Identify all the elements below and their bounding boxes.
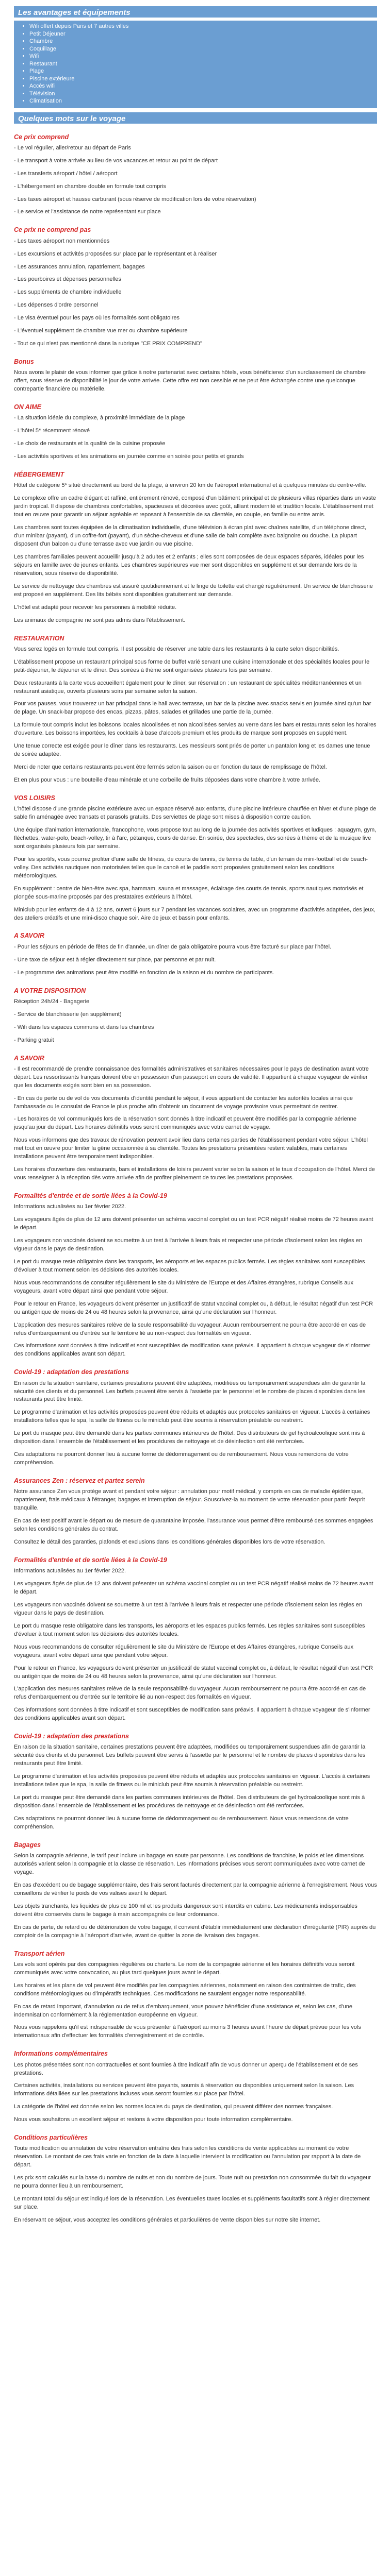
section-paragraph: Certaines activités, installations ou services peuvent être payants, soumis à réservation ou disponibles uniquement selon la saison. Les informations détaillées sur les prestations incluses vous seront fournies sur place par l'hôtel. bbox=[14, 2082, 354, 2097]
section-paragraph: En supplément : centre de bien-être avec spa, hammam, sauna et massages, éclairage des courts de tennis, sports nautiques motorisés et plongée sous-marine proposés par des prestataires extérieurs à l'hôtel. bbox=[14, 885, 364, 900]
section-paragraph: - Le vol régulier, aller/retour au départ de Paris bbox=[14, 144, 131, 151]
advantage-item: • Plage bbox=[29, 67, 373, 75]
section-paragraph: Ces informations sont données à titre indicatif et sont susceptibles de modification sans préavis. Il appartient à chaque voyageur de s'informer des conditions applicables avant son départ. bbox=[14, 1707, 370, 1722]
section-paragraph: - Les assurances annulation, rapatriement, bagages bbox=[14, 263, 145, 270]
section bbox=[14, 931, 377, 977]
advantage-item: • Chambre bbox=[29, 38, 373, 45]
section-paragraph: Le service de nettoyage des chambres est assuré quotidiennement et le linge de toilette est changé régulièrement. Un service de blanchisserie est proposé en supplément. Des lits bébés sont disponibles gratuitement sur demande. bbox=[14, 583, 373, 598]
section bbox=[14, 1950, 377, 2041]
section-paragraph: Toute modification ou annulation de votre réservation entraîne des frais selon les conditions de vente applicables au moment de votre réservation. Le montant de ces frais varie en fonction de la date à laquelle intervient la modification ou l'annulation par rapport à la date de départ. bbox=[14, 2145, 361, 2168]
section-paragraph: - Les transferts aéroport / hôtel / aéroport bbox=[14, 170, 118, 177]
section-paragraph: Le complexe offre un cadre élégant et raffiné, entièrement rénové, composé d'un bâtiment principal et de plusieurs villas réparties dans un vaste jardin tropical. Il dispose de chambres confortables, spacieuses et décorées avec goût, alliant modernité et tradition locale. L'établissement met tout en œuvre pour garantir un séjour agréable et reposant à l'ensemble de sa clientèle, en couple, en famille ou entre amis. bbox=[14, 495, 376, 518]
section bbox=[14, 1841, 377, 1940]
section-paragraph: Nous avons le plaisir de vous informer que grâce à notre partenariat avec certains hôtels, vous bénéficierez d'un surclassement de chambre offert, sous réserve de disponibilité le jour de votre arrivée. Cette offre est non cessible et ne peut être échangée contre une quelconque contrepartie financière ou matérielle. bbox=[14, 369, 366, 393]
section-paragraph: L'hôtel est adapté pour recevoir les personnes à mobilité réduite. bbox=[14, 604, 177, 611]
section-paragraph: - En cas de perte ou de vol de vos documents d'identité pendant le séjour, il vous appartient de contacter les autorités locales ainsi que l'ambassade ou le consulat de France le plus proche afin d'obtenir un document de voyage provisoire vous permettant de rentrer. bbox=[14, 1095, 353, 1110]
section-paragraph: Le montant total du séjour est indiqué lors de la réservation. Les éventuelles taxes locales et suppléments facultatifs sont à régler directement sur place. bbox=[14, 2196, 370, 2211]
section-title: Bagages bbox=[14, 1841, 41, 1849]
section-paragraph: - Une taxe de séjour est à régler directement sur place, par personne et par nuit. bbox=[14, 956, 216, 963]
section-title: Bonus bbox=[14, 358, 34, 366]
advantage-item: • Wifi bbox=[29, 53, 373, 60]
section-paragraph: Le programme d'animation et les activités proposées peuvent être réduits et adaptés aux protocoles sanitaires en vigueur. L'accès à certaines installations telles que le spa, la salle de fitness ou le miniclub peut être soumis à réservation préalable ou restreint. bbox=[14, 1409, 370, 1424]
section-title: Informations complémentaires bbox=[14, 2050, 108, 2058]
section-paragraph: Les objets tranchants, les liquides de plus de 100 ml et les produits dangereux sont interdits en cabine. Les médicaments indispensables doivent être conservés dans le bagage à main accompagnés de leur ordonnance. bbox=[14, 1903, 357, 1918]
section-paragraph: En cas de perte, de retard ou de détérioration de votre bagage, il convient d'établir immédiatement une déclaration d'irrégularité (PIR) auprès du comptoir de la compagnie à l'aéroport d'arrivée, avant de quitter la zone de livraison des bagages. bbox=[14, 1924, 376, 1939]
section-paragraph: Une équipe d'animation internationale, francophone, vous propose tout au long de la journée des activités sportives et ludiques : aquagym, gym, fléchettes, water-polo, beach-volley, tir à l'arc, pétanque, cours de danse. En soirée, des spectacles, des soirées à thème et de la musique live sont organisés plusieurs fois par semaine. bbox=[14, 827, 377, 850]
section-paragraph: Pour le retour en France, les voyageurs doivent présenter un justificatif de statut vaccinal complet ou, à défaut, le résultat négatif d'un test PCR ou antigénique de moins de 24 ou 48 heures selon la provenance, ainsi qu'une déclaration sur l'honneur. bbox=[14, 1665, 373, 1680]
section-title: Formalités d'entrée et de sortie liées à la Covid-19 bbox=[14, 1556, 167, 1564]
section-title: Covid-19 : adaptation des prestations bbox=[14, 1368, 129, 1376]
section-paragraph: Selon la compagnie aérienne, le tarif peut inclure un bagage en soute par personne. Les conditions de franchise, le poids et les dimensions autorisés varient selon la compagnie et la classe de réservation. Les informations précises vous seront communiquées avec votre carnet de voyage. bbox=[14, 1853, 365, 1875]
section bbox=[14, 470, 377, 624]
section-paragraph: Les vols sont opérés par des compagnies régulières ou charters. Le nom de la compagnie aérienne et les horaires définitifs vous seront communiqués avec votre convocation, au plus tard quelques jours avant le départ. bbox=[14, 1961, 355, 1976]
section-paragraph: Les voyageurs non vaccinés doivent se soumettre à un test à l'arrivée à leurs frais et respecter une période d'isolement selon les règles en vigueur dans le pays de destination. bbox=[14, 1601, 362, 1616]
section-paragraph: Nous vous rappelons qu'il est indispensable de vous présenter à l'aéroport au moins 3 heures avant l'heure de départ prévue pour les vols internationaux afin d'effectuer les formalités d'enregistrement et de contrôle. bbox=[14, 2024, 361, 2039]
section-paragraph: La formule tout compris inclut les boissons locales alcoolisées et non alcoolisées servies au verre dans les bars et restaurants selon les horaires d'ouverture. Les boissons importées, les cocktails à base d'alcools premium et les produits de marque sont proposés en supplément. bbox=[14, 722, 377, 737]
section-title: A VOTRE DISPOSITION bbox=[14, 987, 86, 994]
section-paragraph: - Les activités sportives et les animations en journée comme en soirée pour petits et grands bbox=[14, 453, 244, 460]
section-paragraph: En cas de test positif avant le départ ou de mesure de quarantaine imposée, l'assurance vous permet d'être remboursé des sommes engagées selon les conditions générales du contrat. bbox=[14, 1518, 373, 1532]
section bbox=[14, 1054, 377, 1183]
section-title: HÉBERGEMENT bbox=[14, 471, 64, 479]
section-paragraph: Une tenue correcte est exigée pour le dîner dans les restaurants. Les messieurs sont priés de porter un pantalon long et les dames une tenue de soirée adaptée. bbox=[14, 743, 370, 758]
section-paragraph: - Le transport à votre arrivée au lieu de vos vacances et retour au point de départ bbox=[14, 157, 218, 164]
section bbox=[14, 794, 377, 923]
section-paragraph: L'application des mesures sanitaires relève de la seule responsabilité du voyageur. Aucun remboursement ne pourra être accordé en cas de refus d'embarquement ou d'entrée sur le territoire lié au non-respect des formalités en vigueur. bbox=[14, 1321, 366, 1336]
section-paragraph: Pour vos pauses, vous trouverez un bar principal dans le hall avec terrasse, un bar de la piscine avec snacks servis en journée ainsi qu'un bar de plage. Un snack-bar propose des encas, pizzas, pâtes, salades et grillades une partie de la journée. bbox=[14, 701, 371, 716]
section-paragraph: Ces informations sont données à titre indicatif et sont susceptibles de modification sans préavis. Il appartient à chaque voyageur de s'informer des conditions applicables avant son départ. bbox=[14, 1343, 370, 1358]
section-paragraph: - Tout ce qui n'est pas mentionné dans la rubrique "CE PRIX COMPREND" bbox=[14, 341, 202, 347]
section-paragraph: - L'hôtel 5* récemment rénové bbox=[14, 428, 90, 434]
section-paragraph: - Wifi dans les espaces communs et dans les chambres bbox=[14, 1024, 154, 1030]
section-paragraph: - Les horaires de vol communiqués lors de la réservation sont donnés à titre indicatif et peuvent être modifiés par la compagnie aérienne jusqu'au jour du départ. Les horaires définitifs vous seront communiqués avec votre carnet de voyage. bbox=[14, 1116, 357, 1131]
section bbox=[14, 1192, 377, 1359]
section-paragraph: - L'hébergement en chambre double en formule tout compris bbox=[14, 183, 166, 190]
section-paragraph: Nous vous souhaitons un excellent séjour et restons à votre disposition pour toute information complémentaire. bbox=[14, 2116, 293, 2123]
advantage-item: • Coquillage bbox=[29, 45, 373, 53]
section-paragraph: Le port du masque reste obligatoire dans les transports, les aéroports et les espaces publics fermés. Les règles sanitaires sont susceptibles d'évoluer à tout moment selon les décisions des autorités locales. bbox=[14, 1622, 365, 1637]
section-paragraph: - Les dépenses d'ordre personnel bbox=[14, 302, 99, 309]
section-title: A SAVOIR bbox=[14, 932, 45, 940]
section-title: Ce prix comprend bbox=[14, 133, 69, 141]
section-paragraph: Nous vous recommandons de consulter régulièrement le site du Ministère de l'Europe et des Affaires étrangères, rubrique Conseils aux voyageurs, avant votre départ ainsi que pendant votre séjour. bbox=[14, 1643, 353, 1658]
section-title: Ce prix ne comprend pas bbox=[14, 226, 91, 234]
section-paragraph: La catégorie de l'hôtel est donnée selon les normes locales du pays de destination, qui peuvent différer des normes françaises. bbox=[14, 2104, 333, 2110]
section-paragraph: Ces adaptations ne pourront donner lieu à aucune forme de dédommagement ou de remboursement. Nous vous remercions de votre compréhension. bbox=[14, 1451, 349, 1466]
section-paragraph: En réservant ce séjour, vous acceptez les conditions générales et particulières de vente disponibles sur notre site internet. bbox=[14, 2217, 321, 2223]
section-paragraph: Informations actualisées au 1er février 2022. bbox=[14, 1568, 126, 1574]
section-paragraph: Le programme d'animation et les activités proposées peuvent être réduits et adaptés aux protocoles sanitaires en vigueur. L'accès à certaines installations telles que le spa, la salle de fitness ou le miniclub peut être soumis à réservation préalable ou restreint. bbox=[14, 1773, 370, 1788]
section bbox=[14, 133, 377, 217]
section-paragraph: Les voyageurs non vaccinés doivent se soumettre à un test à l'arrivée à leurs frais et respecter une période d'isolement selon les règles en vigueur dans le pays de destination. bbox=[14, 1238, 362, 1252]
section-paragraph: - Les taxes aéroport et hausse carburant (sous réserve de modification lors de votre réservation) bbox=[14, 196, 256, 202]
section-paragraph: - Les taxes aéroport non mentionnées bbox=[14, 238, 110, 244]
section-paragraph: Vous serez logés en formule tout compris. Il est possible de réserver une table dans les restaurants à la carte selon disponibilités. bbox=[14, 646, 339, 652]
section-paragraph: Les horaires d'ouverture des restaurants, bars et installations de loisirs peuvent varier selon la saison et le taux d'occupation de l'hôtel. Merci de vous renseigner à la réception dès votre arrivée afin de profiter pleinement de toutes les prestations proposées. bbox=[14, 1166, 375, 1181]
section-paragraph: - Les pourboires et dépenses personnelles bbox=[14, 276, 121, 283]
section bbox=[14, 634, 377, 785]
section bbox=[14, 1732, 377, 1832]
section-paragraph: Notre assurance Zen vous protège avant et pendant votre séjour : annulation pour motif médical, y compris en cas de maladie épidémique, rapatriement, frais médicaux à l'étranger, bagages et interruption de séjour. Souscrivez-la au moment de votre réservation pour partir l'esprit tranquille. bbox=[14, 1488, 365, 1512]
advantage-item: • Wifi offert depuis Paris et 7 autres villes bbox=[29, 23, 373, 30]
section-paragraph: - Service de blanchisserie (en supplément) bbox=[14, 1011, 122, 1018]
section-paragraph: Merci de noter que certains restaurants peuvent être fermés selon la saison ou en fonction du taux de remplissage de l'hôtel. bbox=[14, 764, 327, 771]
section-paragraph: Les voyageurs âgés de plus de 12 ans doivent présenter un schéma vaccinal complet ou un test PCR négatif réalisé moins de 72 heures avant le départ. bbox=[14, 1216, 373, 1231]
advantage-item: • Accès wifi bbox=[29, 82, 373, 90]
section-paragraph: Consultez le détail des garanties, plafonds et exclusions dans les conditions générales disponibles lors de votre réservation. bbox=[14, 1538, 325, 1545]
section-paragraph: En cas d'excédent ou de bagage supplémentaire, des frais seront facturés directement par la compagnie aérienne à l'enregistrement. Nous vous conseillons de vérifier le poids de vos valises avant le départ. bbox=[14, 1882, 377, 1896]
section-title: Conditions particulières bbox=[14, 2134, 88, 2142]
advantages-list bbox=[14, 21, 377, 108]
section-paragraph: Réception 24h/24 - Bagagerie bbox=[14, 998, 90, 1005]
content bbox=[14, 133, 377, 2225]
section-paragraph: Pour les sportifs, vous pourrez profiter d'une salle de fitness, de courts de tennis, de tennis de table, d'un terrain de mini-football et de beach-volley. Des activités nautiques non motorisées telles que le canoë et le paddle sont proposées gratuitement selon les conditions météorologiques. bbox=[14, 856, 368, 879]
section-paragraph: Deux restaurants à la carte vous accueillent également pour le dîner, sur réservation : un restaurant de spécialités méditerranéennes et un restaurant asiatique, ouverts plusieurs soirs par semaine selon la saison. bbox=[14, 680, 362, 694]
section-paragraph: L'hôtel dispose d'une grande piscine extérieure avec un espace réservé aux enfants, d'une piscine intérieure chauffée en hiver et d'une plage de sable fin aménagée avec transats et parasols gratuits. Des serviettes de plage sont mises à disposition contre caution. bbox=[14, 806, 377, 821]
section-paragraph: Miniclub pour les enfants de 4 à 12 ans, ouvert 6 jours sur 7 pendant les vacances scolaires, avec un programme d'activités adaptées, des jeux, des ateliers créatifs et une mini-disco chaque soir. Aire de jeux et bassin pour enfants. bbox=[14, 906, 376, 921]
section-paragraph: Les prix sont calculés sur la base du nombre de nuits et non du nombre de jours. Toute nuit ou prestation non consommée du fait du voyageur ne pourra donner lieu à un remboursement. bbox=[14, 2175, 371, 2190]
section-paragraph: - Pour les séjours en période de fêtes de fin d'année, un dîner de gala obligatoire pourra vous être facturé sur place par l'hôtel. bbox=[14, 943, 332, 950]
section-paragraph: - Les excursions et activités proposées sur place par le représentant et à réaliser bbox=[14, 250, 217, 257]
section bbox=[14, 403, 377, 461]
section bbox=[14, 987, 377, 1045]
section-title: Transport aérien bbox=[14, 1950, 65, 1957]
section-paragraph: Le port du masque peut être demandé dans les parties communes intérieures de l'hôtel. Des distributeurs de gel hydroalcoolique sont mis à disposition dans l'ensemble de l'établissement et les procédures de nettoyage et de désinfection ont été renforcées. bbox=[14, 1430, 365, 1445]
section-paragraph: En cas de retard important, d'annulation ou de refus d'embarquement, vous pouvez bénéficier d'une assistance et, selon les cas, d'une indemnisation conformément à la réglementation européenne en vigueur. bbox=[14, 2003, 352, 2018]
section-paragraph: Le port du masque reste obligatoire dans les transports, les aéroports et les espaces publics fermés. Les règles sanitaires sont susceptibles d'évoluer à tout moment selon les décisions des autorités locales. bbox=[14, 1258, 365, 1273]
section-paragraph: Les voyageurs âgés de plus de 12 ans doivent présenter un schéma vaccinal complet ou un test PCR négatif réalisé moins de 72 heures avant le départ. bbox=[14, 1581, 373, 1595]
advantages-banner: Les avantages et équipements bbox=[14, 6, 377, 18]
section-paragraph: Informations actualisées au 1er février 2022. bbox=[14, 1204, 126, 1210]
section-paragraph: Et en plus pour vous : une bouteille d'eau minérale et une corbeille de fruits déposées dans votre chambre à votre arrivée. bbox=[14, 777, 321, 783]
section-title: RESTAURATION bbox=[14, 634, 64, 642]
section-paragraph: Nous vous recommandons de consulter régulièrement le site du Ministère de l'Europe et des Affaires étrangères, rubrique Conseils aux voyageurs, avant votre départ ainsi que pendant votre séjour. bbox=[14, 1279, 353, 1294]
section-paragraph: - Parking gratuit bbox=[14, 1037, 54, 1043]
section bbox=[14, 2049, 377, 2124]
section-paragraph: En raison de la situation sanitaire, certaines prestations peuvent être adaptées, modifiées ou temporairement suspendues afin de garantir la sécurité des clients et du personnel. Les buffets peuvent être servis à l'assiette par le personnel et le nombre de places disponibles dans les restaurants peut être limité. bbox=[14, 1380, 366, 1403]
section-paragraph: En raison de la situation sanitaire, certaines prestations peuvent être adaptées, modifiées ou temporairement suspendues afin de garantir la sécurité des clients et du personnel. Les buffets peuvent être servis à l'assiette par le personnel et le nombre de places disponibles dans les restaurants peut être limité. bbox=[14, 1744, 366, 1767]
section-title: Formalités d'entrée et de sortie liées à la Covid-19 bbox=[14, 1192, 167, 1199]
advantage-item: • Télévision bbox=[29, 90, 373, 98]
section-paragraph: - Le programme des animations peut être modifié en fonction de la saison et du nombre de participants. bbox=[14, 969, 274, 976]
section-paragraph: - Le service et l'assistance de notre représentant sur place bbox=[14, 209, 161, 215]
section-paragraph: Les photos présentées sont non contractuelles et sont fournies à titre indicatif afin de vous donner un aperçu de l'établissement et de ses prestations. bbox=[14, 2061, 358, 2076]
section-paragraph: L'établissement propose un restaurant principal sous forme de buffet varié servant une cuisine internationale et des spécialités locales pour le petit-déjeuner, le déjeuner et le dîner. Des soirées à thème sont organisées plusieurs fois par semaine. bbox=[14, 658, 370, 673]
section bbox=[14, 1477, 377, 1547]
section-paragraph: - Il est recommandé de prendre connaissance des formalités administratives et sanitaires nécessaires pour le pays de destination avant votre départ. Les ressortissants français doivent être en possession d'un passeport en cours de validité. Il appartient à chaque voyageur de vérifier que les documents exigés sont bien en sa possession. bbox=[14, 1065, 369, 1089]
section-title: Assurances Zen : réservez et partez serein bbox=[14, 1477, 145, 1484]
useful-banner: Quelques mots sur le voyage bbox=[14, 112, 377, 124]
section-paragraph: Les horaires et les plans de vol peuvent être modifiés par les compagnies aériennes, notamment en raison des contraintes de trafic, des conditions météorologiques ou d'impératifs techniques. Ces modifications ne sauraient engager notre responsabilité. bbox=[14, 1982, 356, 1997]
section bbox=[14, 1556, 377, 1723]
section-paragraph: Nous vous informons que des travaux de rénovation peuvent avoir lieu dans certaines parties de l'établissement pendant votre séjour. L'hôtel met tout en œuvre pour limiter la gêne occasionnée à sa clientèle. Toutes les prestations présentées restent valables, mais certaines installations peuvent être temporairement indisponibles. bbox=[14, 1137, 368, 1160]
section-paragraph: - L'éventuel supplément de chambre vue mer ou chambre supérieure bbox=[14, 328, 188, 334]
advantages-items bbox=[23, 23, 373, 105]
advantage-item: • Piscine extérieure bbox=[29, 75, 373, 83]
section-paragraph: - Le choix de restaurants et la qualité de la cuisine proposée bbox=[14, 440, 166, 447]
section-title: A SAVOIR bbox=[14, 1054, 45, 1062]
section-title: VOS LOISIRS bbox=[14, 794, 55, 802]
section-paragraph: Pour le retour en France, les voyageurs doivent présenter un justificatif de statut vaccinal complet ou, à défaut, le résultat négatif d'un test PCR ou antigénique de moins de 24 ou 48 heures selon la provenance, ainsi qu'une déclaration sur l'honneur. bbox=[14, 1300, 373, 1315]
section bbox=[14, 226, 377, 348]
section-paragraph: Les animaux de compagnie ne sont pas admis dans l'établissement. bbox=[14, 617, 186, 623]
section-paragraph: Ces adaptations ne pourront donner lieu à aucune forme de dédommagement ou de remboursement. Nous vous remercions de votre compréhension. bbox=[14, 1816, 349, 1830]
section-paragraph: Les chambres sont toutes équipées de la climatisation individuelle, d'une télévision à écran plat avec chaînes satellite, d'un téléphone direct, d'un minibar (payant), d'un coffre-fort (payant), d'un sèche-cheveux et d'une salle de bain complète avec baignoire ou douche. La plupart disposent d'un balcon ou d'une terrasse avec vue jardin ou vue piscine. bbox=[14, 524, 366, 547]
section-paragraph: Les chambres familiales peuvent accueillir jusqu'à 2 adultes et 2 enfants ; elles sont composées de deux espaces séparés, idéales pour les séjours en famille avec de jeunes enfants. Les chambres supérieures vue mer sont disponibles en supplément et sur demande lors de la réservation, sous réserve de disponibilité. bbox=[14, 553, 364, 577]
section bbox=[14, 358, 377, 394]
advantage-item: • Climatisation bbox=[29, 97, 373, 105]
section bbox=[14, 2133, 377, 2225]
section-paragraph: - Le visa éventuel pour les pays où les formalités sont obligatoires bbox=[14, 315, 180, 321]
section-title: ON AIME bbox=[14, 403, 42, 411]
section-title: Covid-19 : adaptation des prestations bbox=[14, 1733, 129, 1740]
section-paragraph: Hôtel de catégorie 5* situé directement au bord de la plage, à environ 20 km de l'aéroport international et à quelques minutes du centre-ville. bbox=[14, 482, 367, 489]
section-paragraph: Le port du masque peut être demandé dans les parties communes intérieures de l'hôtel. Des distributeurs de gel hydroalcoolique sont mis à disposition dans l'ensemble de l'établissement et les procédures de nettoyage et de désinfection ont été renforcées. bbox=[14, 1794, 365, 1809]
section-paragraph: - La situation idéale du complexe, à proximité immédiate de la plage bbox=[14, 415, 185, 421]
section bbox=[14, 1368, 377, 1467]
advantage-item: • Restaurant bbox=[29, 60, 373, 68]
section-paragraph: L'application des mesures sanitaires relève de la seule responsabilité du voyageur. Aucun remboursement ne pourra être accordé en cas de refus d'embarquement ou d'entrée sur le territoire lié au non-respect des formalités en vigueur. bbox=[14, 1686, 366, 1701]
advantage-item: • Petit Déjeuner bbox=[29, 30, 373, 38]
section-paragraph: - Les suppléments de chambre individuelle bbox=[14, 289, 122, 296]
